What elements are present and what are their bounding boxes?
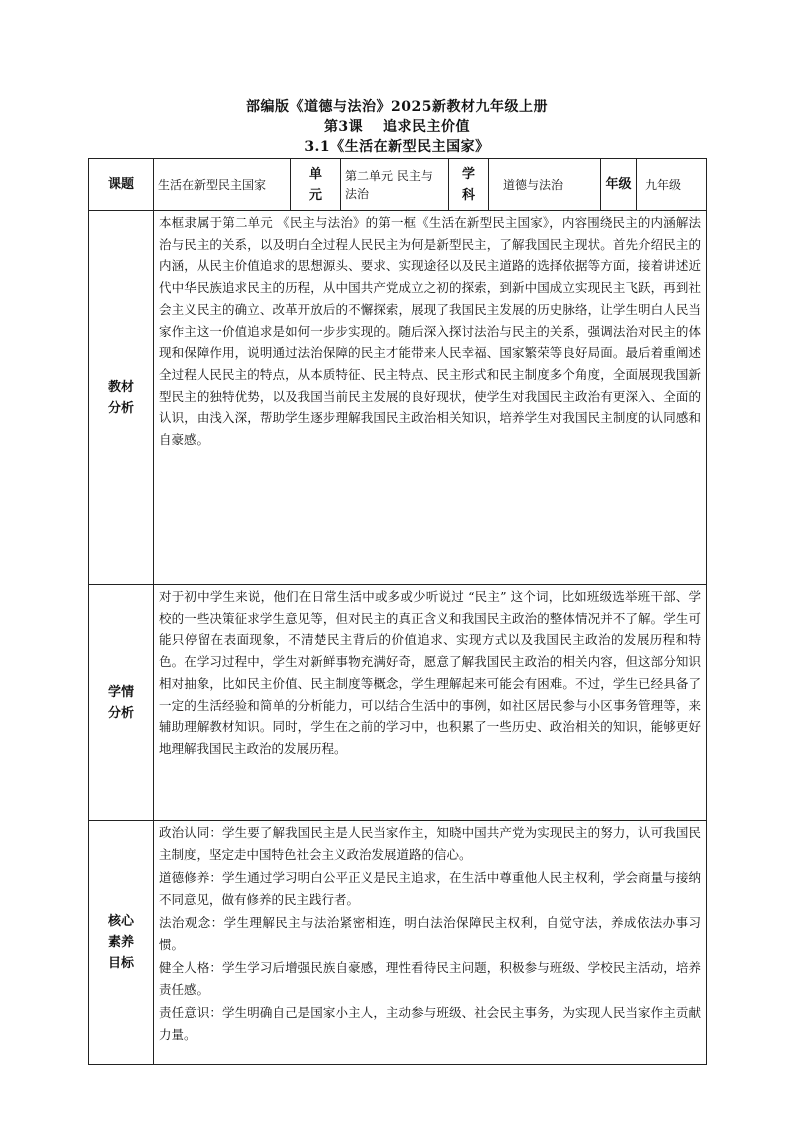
document-title-block (0, 97, 794, 157)
core-goals-label-line2: 素养 (107, 935, 134, 950)
unit-value: 第二单元 民主与法治 (341, 159, 449, 211)
info-row (89, 159, 707, 211)
core-goals-label-line1: 核心 (107, 914, 134, 929)
goal-sound-personality: 健全人格：学生学习后增强民族自豪感，理性看待民主问题，积极参与班级、学校民主活动，培养责任感。 (159, 960, 701, 997)
subject-label: 学科 (449, 159, 489, 211)
student-analysis-content (154, 585, 707, 821)
goal-political-identity: 政治认同：学生要了解我国民主是人民当家作主，知晓中国共产党为实现民主的努力，认可我国民主制度，坚定走中国特色社会主义政治发展道路的信心。 (159, 825, 701, 862)
student-analysis-label-line1: 学情 (107, 684, 134, 700)
section-title: 3.1《生活在新型民主国家》 (304, 139, 490, 155)
student-analysis-label-line2: 分析 (107, 705, 134, 721)
core-goals-label-line3: 目标 (107, 956, 134, 971)
unit-label: 单元 (291, 159, 341, 211)
lesson-title: 第3课 追求民主价值 (323, 119, 471, 135)
textbook-analysis-label-line1: 教材 (107, 379, 134, 395)
document-title: 部编版《道德与法治》2025新教材九年级上册 (246, 99, 548, 115)
student-analysis-label (89, 585, 154, 821)
student-analysis-text: 对于初中学生来说，他们在日常生活中或多或少听说过 “民主” 这个词，比如班级选举班干部、学校的一些决策征求学生意见等，但对民主的真正含义和我国民主政治的整体情况并不了解。学生可能只停留在表面现象，不清楚民主背后的价值追求、实现方式以及我国民主政治的发展历程和特色。在学习过程中，学生对新鲜事物充满好奇，愿意了解我国民主政治的相关内容，但这部分知识相对抽象，比如民主价值、民主制度等概念，学生理解起来可能会有困难。不过，学生已经具备了一定的生活经验和简单的分析能力，可以结合生活中的事例，如社区居民参与小区事务管理等，来辅助理解教材知识。同时，学生在之前的学习中，也积累了一些历史、政治相关的知识，能够更好地理解我国民主政治的发展历程。 (159, 589, 701, 756)
goal-moral-cultivation: 道德修养：学生通过学习明白公平正义是民主追求，在生活中尊重他人民主权利，学会商量与接纳不同意见，做有修养的民主践行者。 (159, 870, 701, 907)
topic-label: 课题 (89, 159, 154, 211)
student-analysis-row (89, 585, 707, 821)
textbook-analysis-label (89, 211, 154, 585)
core-goals-content (154, 821, 707, 1065)
textbook-analysis-row (89, 211, 707, 585)
goal-responsibility: 责任意识：学生明确自己是国家小主人，主动参与班级、社会民主事务，为实现人民当家作主贡献力量。 (159, 1005, 701, 1042)
textbook-analysis-content (154, 211, 707, 585)
subject-value: 道德与法治 (489, 159, 601, 211)
textbook-analysis-label-line2: 分析 (107, 400, 134, 416)
grade-label: 年级 (601, 159, 637, 211)
core-goals-label (89, 821, 154, 1065)
textbook-analysis-text: 本框隶属于第二单元 《民主与法治》的第一框《生活在新型民主国家》，内容围绕民主的内涵解法治与民主的关系，以及明白全过程人民民主为何是新型民主，了解我国民主现状。首先介绍民主的内涵，从民主价值追求的思想源头、要求、实现途径以及民主道路的选择依据等方面，接着讲述近代中华民族追求民主的历程，从中国共产党成立之初的探索，到新中国成立实现民主飞跃，再到社会主义民主的确立、改革开放后的不懈探索，展现了我国民主发展的历史脉络，让学生明白人民当家作主这一价值追求是如何一步步实现的。随后深入探讨法治与民主的关系，强调法治对民主的体现和保障作用，说明通过法治保障的民主才能带来人民幸福、国家繁荣等良好局面。最后着重阐述全过程人民民主的特点，从本质特征、民主特点、民主形式和民主制度多个角度，全面展现我国新型民主的独特优势，以及我国当前民主发展的良好现状，使学生对我国民主政治有更深入、全面的认识，由浅入深，帮助学生逐步理解我国民主政治相关知识，培养学生对我国民主制度的认同感和自豪感。 (159, 215, 701, 448)
goal-rule-of-law: 法治观念：学生理解民主与法治紧密相连，明白法治保障民主权利，自觉守法，养成依法办事习惯。 (159, 915, 701, 952)
core-goals-row (89, 821, 707, 1065)
topic-value: 生活在新型民主国家 (154, 159, 291, 211)
lesson-plan-table (88, 158, 707, 1065)
grade-value: 九年级 (637, 159, 707, 211)
